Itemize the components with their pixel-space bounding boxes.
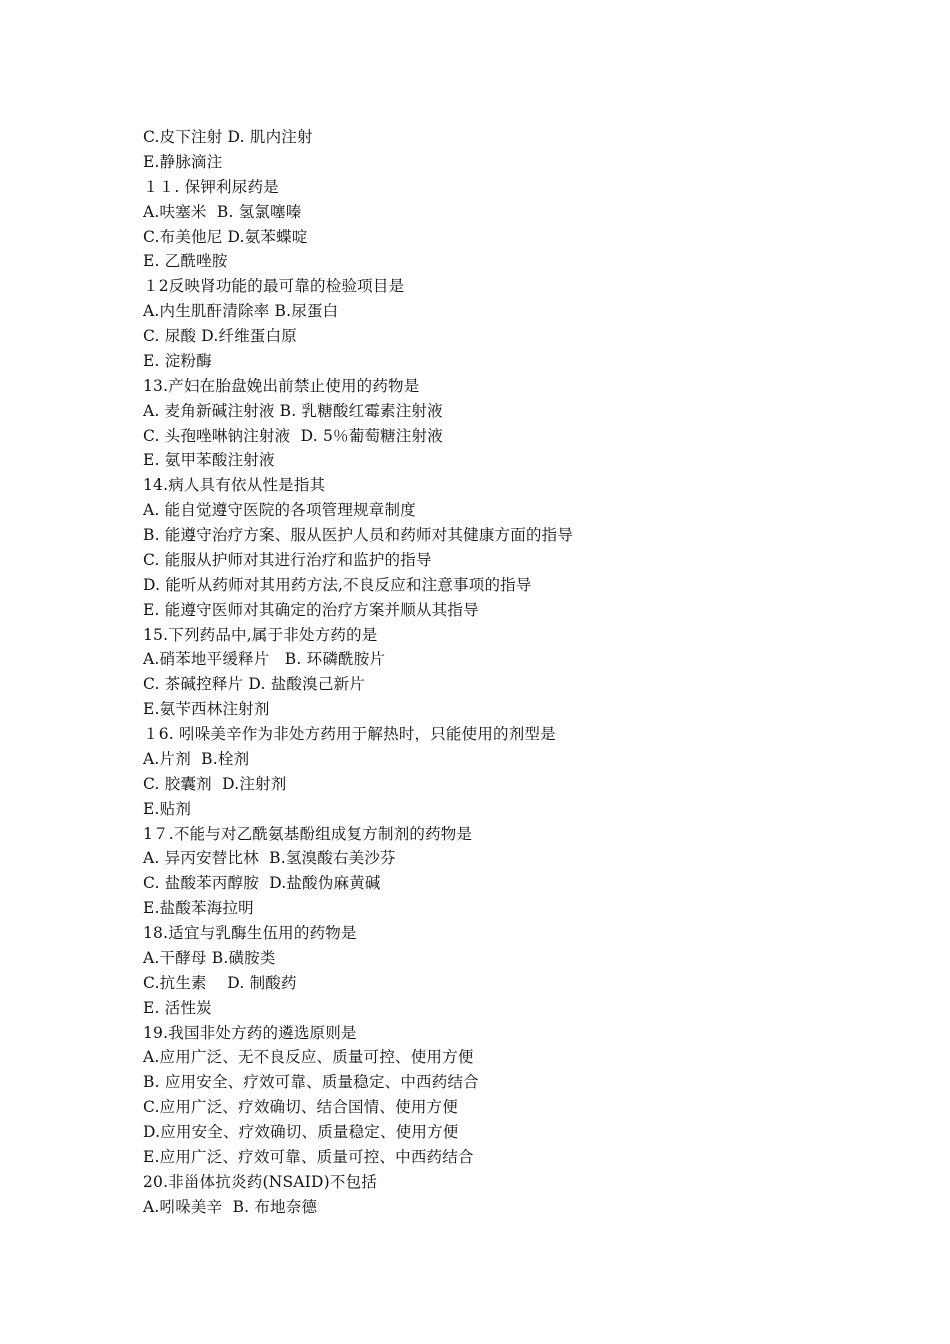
text-line: E. 活性炭 [143, 998, 212, 1017]
question-19-stem: 19.我国非处方药的遴选原则是 [143, 1023, 357, 1042]
text-line: E.盐酸苯海拉明 [143, 899, 254, 918]
text-line: A. 能自觉遵守医院的各项管理规章制度 [143, 501, 416, 520]
text-line: A. 麦角新碱注射液 B. 乳糖酸红霉素注射液 [143, 401, 443, 420]
text-line: C. 头孢唑啉钠注射液 D. 5％葡萄糖注射液 [143, 426, 443, 445]
text-line: A. 异丙安替比林 B.氢溴酸右美沙芬 [143, 849, 396, 868]
text-line: E. 淀粉酶 [143, 351, 212, 370]
question-13-stem: 13.产妇在胎盘娩出前禁止使用的药物是 [143, 376, 420, 395]
question-12-stem: １2反映肾功能的最可靠的检验项目是 [143, 277, 405, 296]
text-line: A.吲哚美辛 B. 布地奈德 [143, 1197, 318, 1216]
text-line: E. 能遵守医师对其确定的治疗方案并顺从其指导 [143, 600, 479, 619]
text-line: C.皮下注射 D. 肌内注射 [143, 128, 313, 146]
question-16-stem: １6. 吲哚美辛作为非处方药用于解热时，只能使用的剂型是 [143, 725, 556, 743]
text-line: E.应用广泛、疗效可靠、质量可控、中西药结合 [143, 1147, 474, 1166]
text-line: E. 氨甲苯酸注射液 [143, 451, 275, 470]
text-line: A.干酵母 B.磺胺类 [143, 948, 276, 967]
text-line: E. 乙酰唑胺 [143, 252, 228, 271]
text-line: A.硝苯地平缓释片 B. 环磷酰胺片 [143, 650, 386, 669]
text-line: D.应用安全、疗效确切、质量稳定、使用方便 [143, 1123, 459, 1141]
question-14-stem: 14.病人具有依从性是指其 [143, 476, 326, 495]
text-line: C.布美他尼 D.氨苯蝶啶 [143, 227, 308, 246]
text-line: B. 能遵守治疗方案、服从医护人员和药师对其健康方面的指导 [143, 526, 574, 544]
text-line: A.呋塞米 B. 氢氯噻嗪 [143, 202, 302, 221]
text-line: E.贴剂 [143, 799, 192, 818]
text-line: E.氨苄西林注射剂 [143, 700, 270, 719]
text-line: D. 能听从药师对其用药方法,不良反应和注意事项的指导 [143, 575, 532, 594]
text-line: A.应用广泛、无不良反应、质量可控、使用方便 [143, 1048, 474, 1067]
text-line: C.抗生素 D. 制酸药 [143, 973, 297, 992]
question-text-block [143, 125, 863, 1220]
text-line: C. 茶碱控释片 D. 盐酸溴己新片 [143, 675, 365, 694]
text-line: C. 胶囊剂 D.注射剂 [143, 774, 287, 793]
question-20-stem: 20.非甾体抗炎药(NSAID)不包括 [143, 1172, 377, 1191]
text-line: C. 能服从护师对其进行治疗和监护的指导 [143, 550, 432, 569]
text-line: A.片剂 B.栓剂 [143, 749, 250, 768]
text-line: C.应用广泛、疗效确切、结合国情、使用方便 [143, 1098, 458, 1117]
text-line: C. 盐酸苯丙醇胺 D.盐酸伪麻黄碱 [143, 874, 381, 893]
text-line: E.静脉滴注 [143, 152, 223, 171]
text-line: A.内生肌酐清除率 B.尿蛋白 [143, 302, 339, 321]
question-17-stem: 1７.不能与对乙酰氨基酚组成复方制剂的药物是 [143, 824, 473, 843]
text-line: B. 应用安全、疗效可靠、质量稳定、中西药结合 [143, 1073, 479, 1092]
text-line: C. 尿酸 D.纤维蛋白原 [143, 327, 297, 345]
question-11-stem: １１. 保钾利尿药是 [143, 177, 279, 196]
question-15-stem: 15.下列药品中,属于非处方药的是 [143, 625, 378, 644]
question-18-stem: 18.适宜与乳酶生伍用的药物是 [143, 924, 357, 942]
